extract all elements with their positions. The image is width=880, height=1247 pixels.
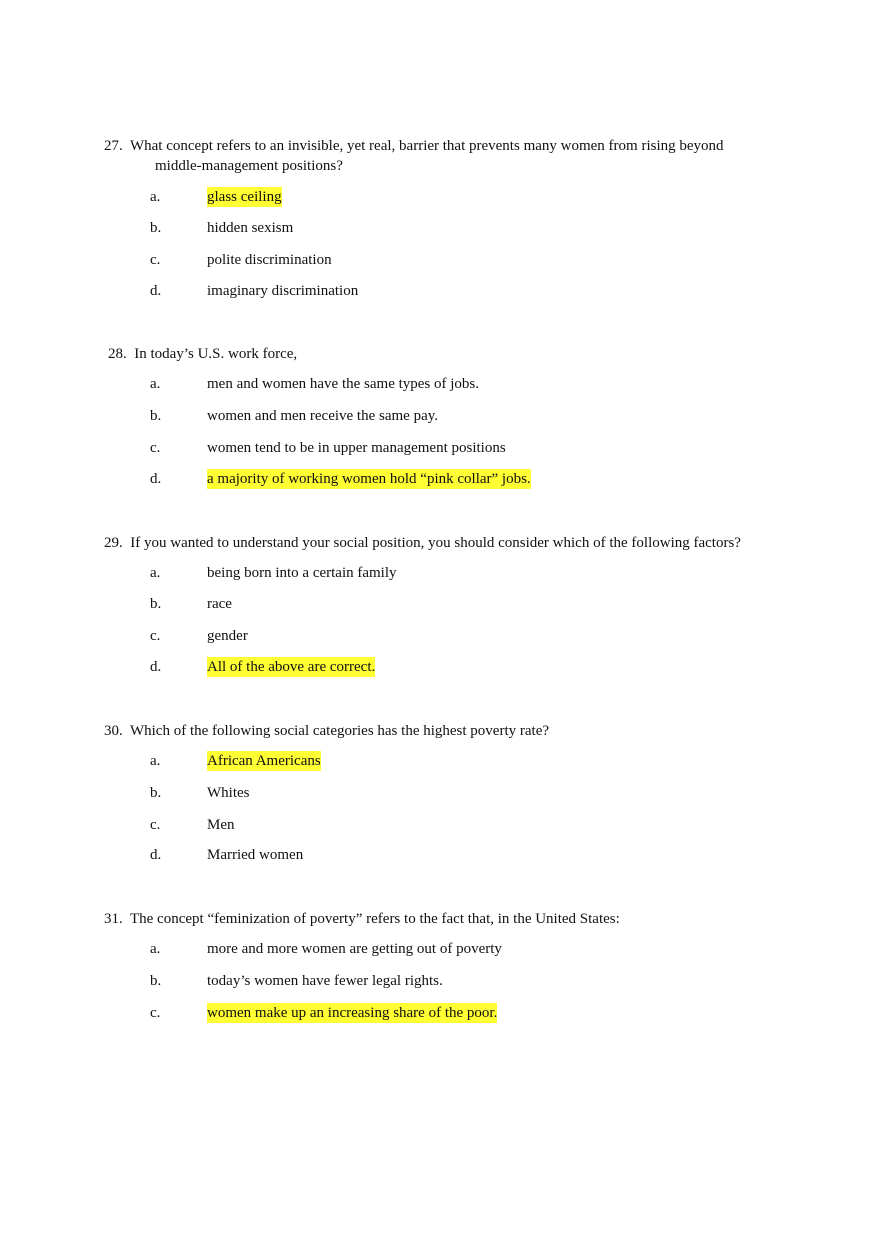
answer-option xyxy=(0,563,880,583)
answer-option xyxy=(0,939,880,959)
answer-option xyxy=(0,187,880,207)
answer-option xyxy=(0,751,880,771)
option-text-highlighted: glass ceiling xyxy=(207,189,282,205)
answer-option xyxy=(0,281,880,301)
answer-option xyxy=(0,815,880,835)
option-letter: a. xyxy=(150,565,161,581)
answer-option xyxy=(0,594,880,614)
question-text: In today’s U.S. work force, xyxy=(134,346,298,362)
option-letter: a. xyxy=(150,941,161,957)
question-number: 28. xyxy=(108,346,127,362)
option-text: Married women xyxy=(207,847,304,863)
question-stem xyxy=(104,136,880,176)
option-letter: b. xyxy=(150,596,162,612)
question-27 xyxy=(0,136,880,299)
option-letter: c. xyxy=(150,252,161,268)
option-text: Men xyxy=(207,817,235,833)
option-text: women tend to be in upper management positions xyxy=(207,440,506,456)
option-text: imaginary discrimination xyxy=(207,283,359,299)
question-text: If you wanted to understand your social position, you should consider which of the following factors? xyxy=(130,535,741,551)
question-30 xyxy=(0,721,880,863)
question-text-continued: middle-management positions? xyxy=(155,158,343,174)
answer-option xyxy=(0,1003,880,1023)
question-28 xyxy=(0,344,880,487)
option-text-highlighted: African Americans xyxy=(207,753,321,769)
question-number: 27. xyxy=(104,138,123,154)
option-letter: a. xyxy=(150,753,161,769)
answer-option xyxy=(0,971,880,991)
option-letter: a. xyxy=(150,376,161,392)
option-letter: a. xyxy=(150,189,161,205)
option-letter: c. xyxy=(150,628,161,644)
option-text: polite discrimination xyxy=(207,252,332,268)
question-text: Which of the following social categories has the highest poverty rate? xyxy=(129,723,550,739)
question-number: 30. xyxy=(104,723,123,739)
question-text: The concept “feminization of poverty” refers to the fact that, in the United States: xyxy=(129,911,620,927)
option-letter: c. xyxy=(150,1005,161,1021)
question-29 xyxy=(0,533,880,675)
option-letter: d. xyxy=(150,471,162,487)
question-text: What concept refers to an invisible, yet real, barrier that prevents many women from rising beyond xyxy=(129,138,724,154)
option-text-highlighted: All of the above are correct. xyxy=(207,659,376,675)
option-text: hidden sexism xyxy=(207,220,294,236)
answer-option xyxy=(0,374,880,394)
option-letter: b. xyxy=(150,408,162,424)
option-text-highlighted: a majority of working women hold “pink collar” jobs. xyxy=(207,471,531,487)
option-text: being born into a certain family xyxy=(207,565,397,581)
option-letter: d. xyxy=(150,283,162,299)
question-stem xyxy=(104,533,880,553)
question-stem xyxy=(104,721,880,741)
option-letter: b. xyxy=(150,785,162,801)
question-stem xyxy=(108,344,880,364)
answer-option xyxy=(0,783,880,803)
question-number: 31. xyxy=(104,911,123,927)
answer-option xyxy=(0,406,880,426)
answer-option xyxy=(0,438,880,458)
option-text-highlighted: women make up an increasing share of the poor. xyxy=(207,1005,498,1021)
option-text: women and men receive the same pay. xyxy=(207,408,439,424)
answer-option xyxy=(0,469,880,489)
option-letter: b. xyxy=(150,220,162,236)
option-letter: c. xyxy=(150,440,161,456)
option-letter: c. xyxy=(150,817,161,833)
option-letter: d. xyxy=(150,659,162,675)
option-letter: d. xyxy=(150,847,162,863)
question-number: 29. xyxy=(104,535,123,551)
answer-option xyxy=(0,845,880,865)
question-stem xyxy=(104,909,880,929)
option-text: Whites xyxy=(207,785,250,801)
question-31 xyxy=(0,909,880,1021)
answer-option xyxy=(0,218,880,238)
option-text: today’s women have fewer legal rights. xyxy=(207,973,443,989)
answer-option xyxy=(0,626,880,646)
option-text: men and women have the same types of jobs. xyxy=(207,376,480,392)
answer-option xyxy=(0,657,880,677)
option-letter: b. xyxy=(150,973,162,989)
option-text: race xyxy=(207,596,232,612)
option-text: more and more women are getting out of poverty xyxy=(207,941,502,957)
option-text: gender xyxy=(207,628,248,644)
answer-option xyxy=(0,250,880,270)
